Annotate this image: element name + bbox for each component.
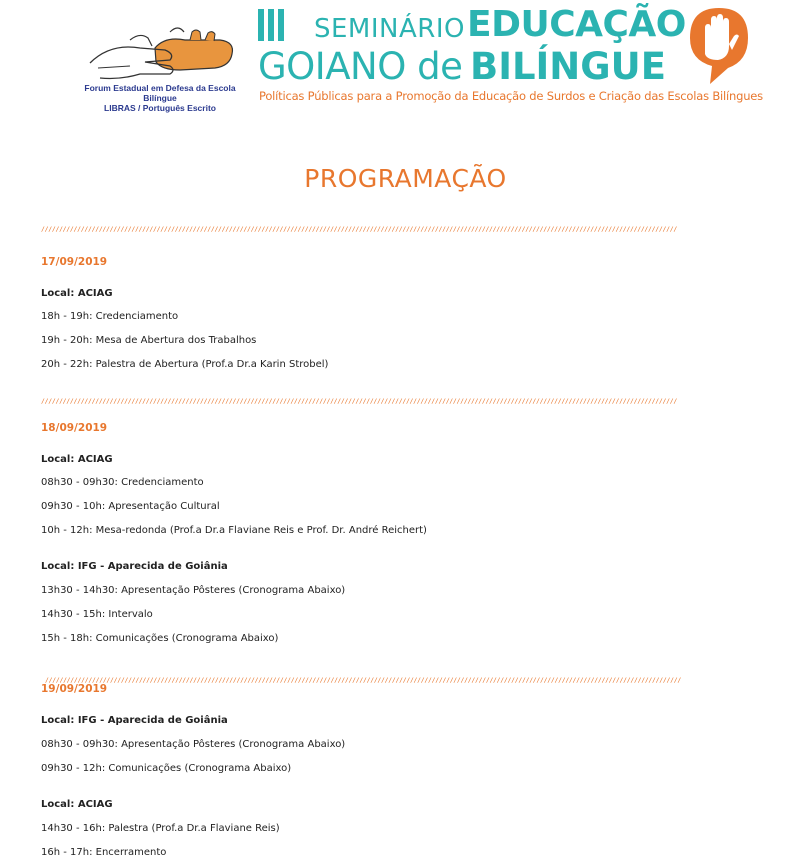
day-date: 18/09/2019 (41, 422, 108, 434)
goiano-text: GOIANO de (258, 45, 463, 88)
educacao-text: EDUCAÇÃO (467, 4, 686, 45)
schedule-item: 08h30 - 09h30: Apresentação Pôsteres (Cronograma Abaixo) (41, 739, 346, 750)
schedule-item: 10h - 12h: Mesa-redonda (Prof.a Dr.a Flaviane Reis e Prof. Dr. André Reichert) (41, 525, 427, 536)
location-label: Local: ACIAG (41, 288, 113, 299)
forum-caption-line-2: LIBRAS / Português Escrito (104, 103, 216, 113)
schedule-item: 14h30 - 15h: Intervalo (41, 609, 153, 620)
header-banner (0, 0, 811, 115)
page-title: PROGRAMAÇÃO (304, 164, 507, 193)
section-divider: //////////////////////////////////////////////////////////////////////////////////////////////////////////////////////////////////////////////////////////////////////////////// (41, 226, 677, 232)
section-divider: //////////////////////////////////////////////////////////////////////////////////////////////////////////////////////////////////////////////////////////////////////////////// (45, 677, 681, 683)
forum-caption (70, 83, 250, 113)
forum-caption-line-1: Forum Estadual em Defesa da Escola Bilíngue (84, 83, 236, 103)
day-date: 19/09/2019 (41, 683, 108, 695)
schedule-item: 20h - 22h: Palestra de Abertura (Prof.a Dr.a Karin Strobel) (41, 359, 329, 370)
location-label: Local: ACIAG (41, 454, 113, 465)
hands-speech-bubble-icon (688, 6, 750, 86)
schedule-item: 08h30 - 09h30: Credenciamento (41, 477, 204, 488)
schedule-item: 16h - 17h: Encerramento (41, 847, 167, 858)
section-divider: //////////////////////////////////////////////////////////////////////////////////////////////////////////////////////////////////////////////////////////////////////////////// (41, 398, 677, 404)
schedule-item: 13h30 - 14h30: Apresentação Pôsteres (Cronograma Abaixo) (41, 585, 346, 596)
schedule-item: 09h30 - 12h: Comunicações (Cronograma Abaixo) (41, 763, 292, 774)
schedule-item: 14h30 - 16h: Palestra (Prof.a Dr.a Flaviane Reis) (41, 823, 280, 834)
location-label: Local: IFG - Aparecida de Goiânia (41, 561, 228, 572)
roman-numeral-three (258, 9, 288, 45)
day-date: 17/09/2019 (41, 256, 108, 268)
location-label: Local: ACIAG (41, 799, 113, 810)
banner-subtitle: Políticas Públicas para a Promoção da Educação de Surdos e Criação das Escolas Bilíngues (259, 89, 763, 103)
schedule-item: 09h30 - 10h: Apresentação Cultural (41, 501, 220, 512)
schedule-item: 19h - 20h: Mesa de Abertura dos Trabalhos (41, 335, 257, 346)
schedule-item: 15h - 18h: Comunicações (Cronograma Abaixo) (41, 633, 279, 644)
seminario-text: SEMINÁRIO (314, 14, 465, 44)
bilingue-text: BILÍNGUE (470, 45, 666, 88)
location-label: Local: IFG - Aparecida de Goiânia (41, 715, 228, 726)
schedule-item: 18h - 19h: Credenciamento (41, 311, 179, 322)
